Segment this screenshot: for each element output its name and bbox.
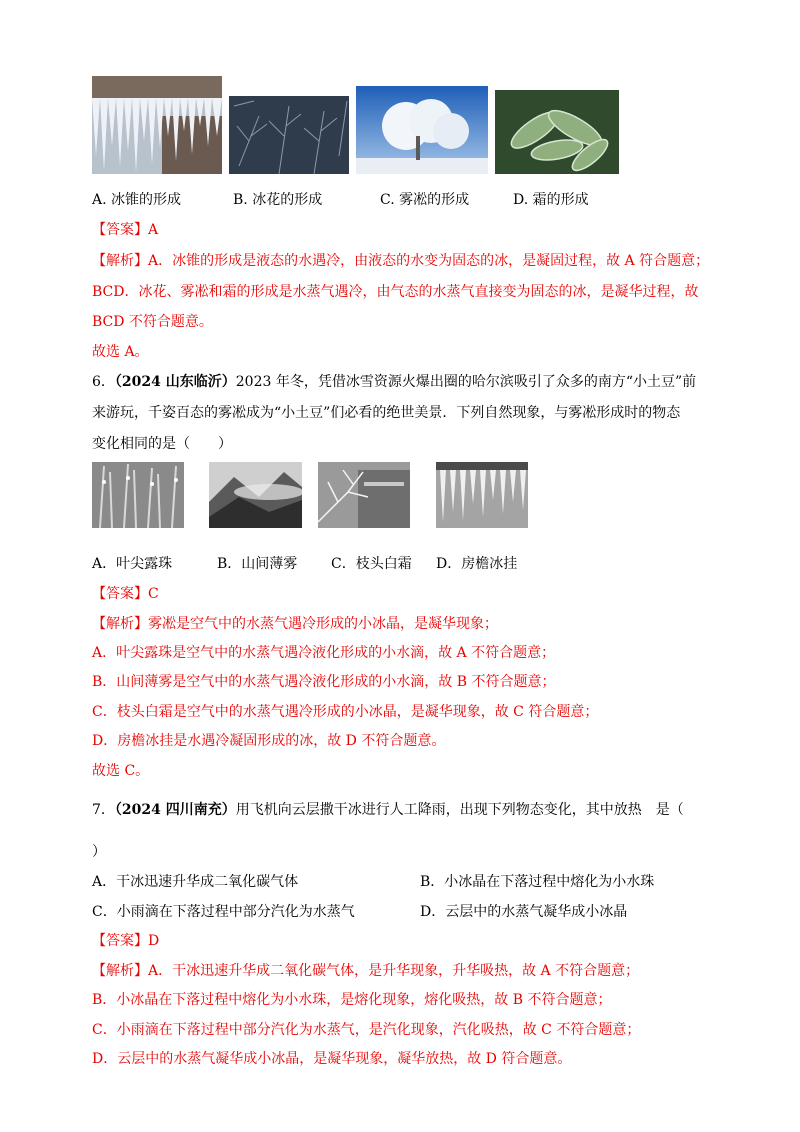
- q5-conclusion: 故选 A。: [92, 344, 149, 360]
- q6-option-a: A．叶尖露珠: [92, 556, 173, 572]
- q6-option-c: C．枝头白霜: [331, 556, 412, 572]
- q6-analysis-3: B．山间薄雾是空气中的水蒸气遇冷液化形成的小水滴，故 B 不符合题意；: [92, 674, 556, 690]
- q6-analysis-2: A．叶尖露珠是空气中的水蒸气遇冷液化形成的小水滴，故 A 不符合题意；: [92, 645, 556, 661]
- q5-option-d: D. 霜的形成: [513, 192, 589, 208]
- q6-analysis-4: C．枝头白霜是空气中的水蒸气遇冷形成的小冰晶，是凝华现象，故 C 符合题意；: [92, 704, 599, 720]
- q7-answer: 【答案】D: [92, 933, 160, 949]
- q7-number: 7．: [92, 802, 115, 818]
- q5-analysis-3: BCD 不符合题意。: [92, 314, 213, 330]
- eave-icicle-photo: [436, 462, 528, 528]
- q7-analysis-2: B．小冰晶在下落过程中熔化为小水珠，是熔化现象，熔化吸热，故 B 不符合题意；: [92, 992, 612, 1008]
- q7-option-c: C．小雨滴在下落过程中部分汽化为水蒸气: [92, 904, 355, 920]
- q6-stem-1: [92, 372, 696, 392]
- q5-analysis-2: BCD．冰花、雾凇和霜的形成是水蒸气遇冷，由气态的水蒸气直接变为固态的冰，是凝华过程，故: [92, 284, 699, 300]
- q5-option-a: A. 冰锥的形成: [92, 192, 182, 208]
- q7-option-b: B．小冰晶在下落过程中熔化为小水珠: [420, 874, 655, 890]
- mountain-mist-photo: [209, 462, 302, 528]
- q7-stem-text: 用飞机向云层撒干冰进行人工降雨，出现下列物态变化，其中放热 是（: [235, 802, 684, 818]
- q7-stem-1: [92, 800, 684, 820]
- q7-analysis-1: 【解析】A．干冰迅速升华成二氧化碳气体，是升华现象，升华吸热，故 A 不符合题意；: [92, 963, 640, 979]
- q5-answer: 【答案】A: [92, 222, 159, 238]
- q6-answer: 【答案】C: [92, 586, 159, 602]
- icicle-photo: [92, 76, 222, 174]
- q5-analysis-1: 【解析】A．冰锥的形成是液态的水遇冷，由液态的水变为固态的冰，是凝固过程，故 A 符合题意；: [92, 253, 710, 269]
- q5-option-b: B. 冰花的形成: [233, 192, 323, 208]
- q6-source: （2024 山东临沂）: [114, 374, 236, 390]
- frost-leaf-photo: [495, 90, 619, 174]
- q5-option-c: C. 雾凇的形成: [380, 192, 470, 208]
- q6-conclusion: 故选 C。: [92, 763, 150, 779]
- q7-analysis-3: C．小雨滴在下落过程中部分汽化为水蒸气，是汽化现象，汽化吸热，故 C 不符合题意；: [92, 1022, 641, 1038]
- rime-tree-photo: [356, 86, 488, 174]
- ice-flower-photo: [229, 96, 349, 174]
- q6-analysis-5: D．房檐冰挂是水遇冷凝固形成的冰，故 D 不符合题意。: [92, 733, 446, 749]
- q7-stem-2: ）: [92, 844, 106, 860]
- q7-source: （2024 四川南充）: [114, 802, 236, 818]
- q6-analysis-1: 【解析】雾凇是空气中的水蒸气遇冷形成的小冰晶，是凝华现象；: [92, 616, 498, 632]
- q7-option-d: D．云层中的水蒸气凝华成小冰晶: [420, 904, 628, 920]
- dew-grass-photo: [92, 462, 184, 528]
- q7-analysis-4: D．云层中的水蒸气凝华成小冰晶，是凝华现象，凝华放热，故 D 符合题意。: [92, 1051, 572, 1067]
- q6-number: 6．: [92, 374, 115, 390]
- q6-stem-text-1: 2023 年冬，凭借冰雪资源火爆出圈的哈尔滨吸引了众多的南方“小土豆”前: [235, 374, 697, 390]
- q6-option-b: B．山间薄雾: [217, 556, 298, 572]
- frost-branch-photo: [318, 462, 410, 528]
- q6-option-d: D．房檐冰挂: [436, 556, 518, 572]
- q6-stem-2: 来游玩，千姿百态的雾凇成为“小土豆”们必看的绝世美景．下列自然现象，与雾凇形成时的物态: [92, 405, 681, 421]
- q6-stem-3: 变化相同的是（ ）: [92, 436, 232, 452]
- q7-option-a: A．干冰迅速升华成二氧化碳气体: [92, 874, 299, 890]
